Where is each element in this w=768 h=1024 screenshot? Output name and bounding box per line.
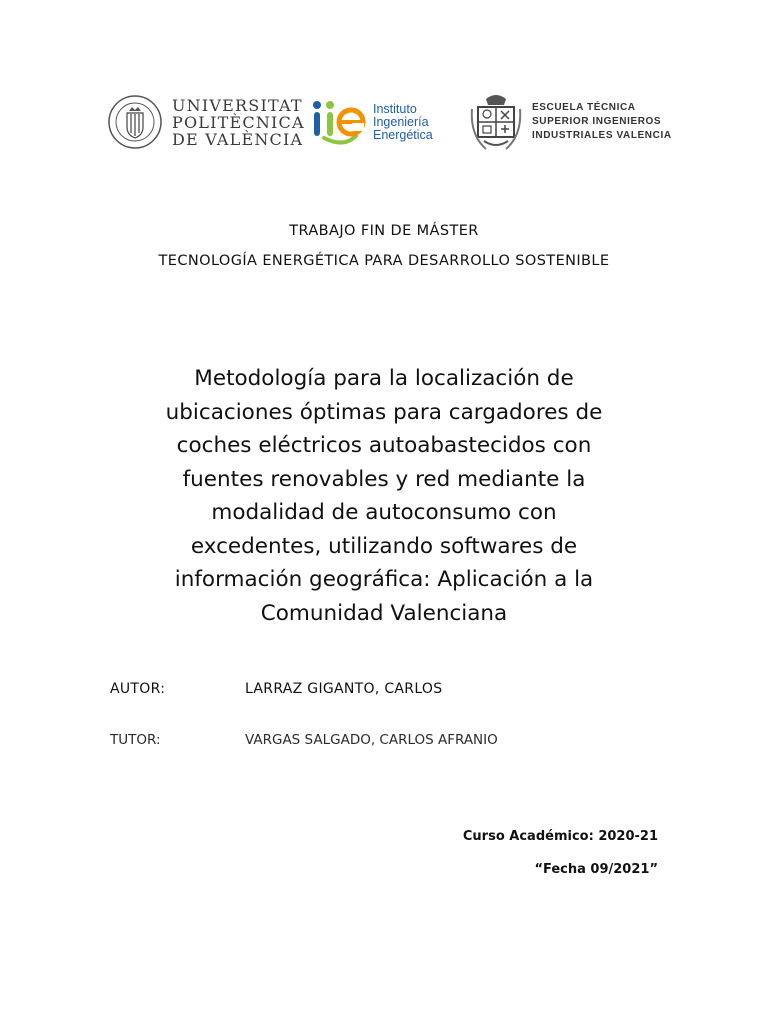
etsii-line-3: INDUSTRIALES VALENCIA	[532, 130, 672, 141]
iie-line-2: Ingeniería	[373, 114, 429, 129]
logo-bar	[108, 84, 672, 160]
title-line: Comunidad Valenciana	[260, 600, 508, 626]
iie-logo	[311, 84, 461, 160]
iie-line-1: Instituto	[373, 101, 417, 116]
author-label: AUTOR:	[110, 681, 166, 697]
thesis-title	[100, 362, 668, 630]
iie-mark-icon	[311, 98, 369, 146]
upv-seal-icon	[108, 95, 162, 149]
etsii-seal-icon	[468, 91, 524, 153]
academic-year: Curso Académico: 2020-21	[462, 829, 658, 844]
etsii-wordmark	[532, 101, 672, 143]
author-name: LARRAZ GIGANTO, CARLOS	[245, 681, 443, 697]
title-line: fuentes renovables y red mediante la	[182, 466, 586, 492]
upv-wordmark	[172, 97, 305, 148]
degree-type: TRABAJO FIN DE MÁSTER	[289, 223, 479, 239]
title-line: Metodología para la localización de	[194, 366, 574, 391]
tutor-name: VARGAS SALGADO, CARLOS AFRANIO	[245, 732, 498, 748]
etsii-line-1: ESCUELA TÉCNICA	[532, 102, 636, 113]
tutor-label: TUTOR:	[110, 732, 161, 748]
submission-date: “Fecha 09/2021”	[534, 862, 658, 877]
upv-line-2: POLITÈCNICA	[172, 112, 305, 132]
title-line: coches eléctricos autoabastecidos con	[176, 433, 592, 458]
iie-line-3: Energética	[373, 127, 433, 142]
title-line: modalidad de autoconsumo con	[211, 500, 557, 525]
upv-line-1: UNIVERSITAT	[172, 95, 303, 115]
degree-program: TECNOLOGÍA ENERGÉTICA PARA DESARROLLO SOSTENIBLE	[158, 253, 610, 269]
etsii-logo	[468, 84, 672, 160]
title-line: excedentes, utilizando softwares de	[190, 533, 578, 559]
title-line: información geográfica: Aplicación a la	[174, 567, 594, 592]
iie-wordmark	[373, 103, 433, 142]
upv-line-3: DE VALÈNCIA	[172, 129, 304, 149]
upv-logo	[108, 84, 305, 160]
title-line: ubicaciones óptimas para cargadores de	[165, 399, 603, 425]
etsii-line-2: SUPERIOR INGENIEROS	[532, 116, 662, 127]
